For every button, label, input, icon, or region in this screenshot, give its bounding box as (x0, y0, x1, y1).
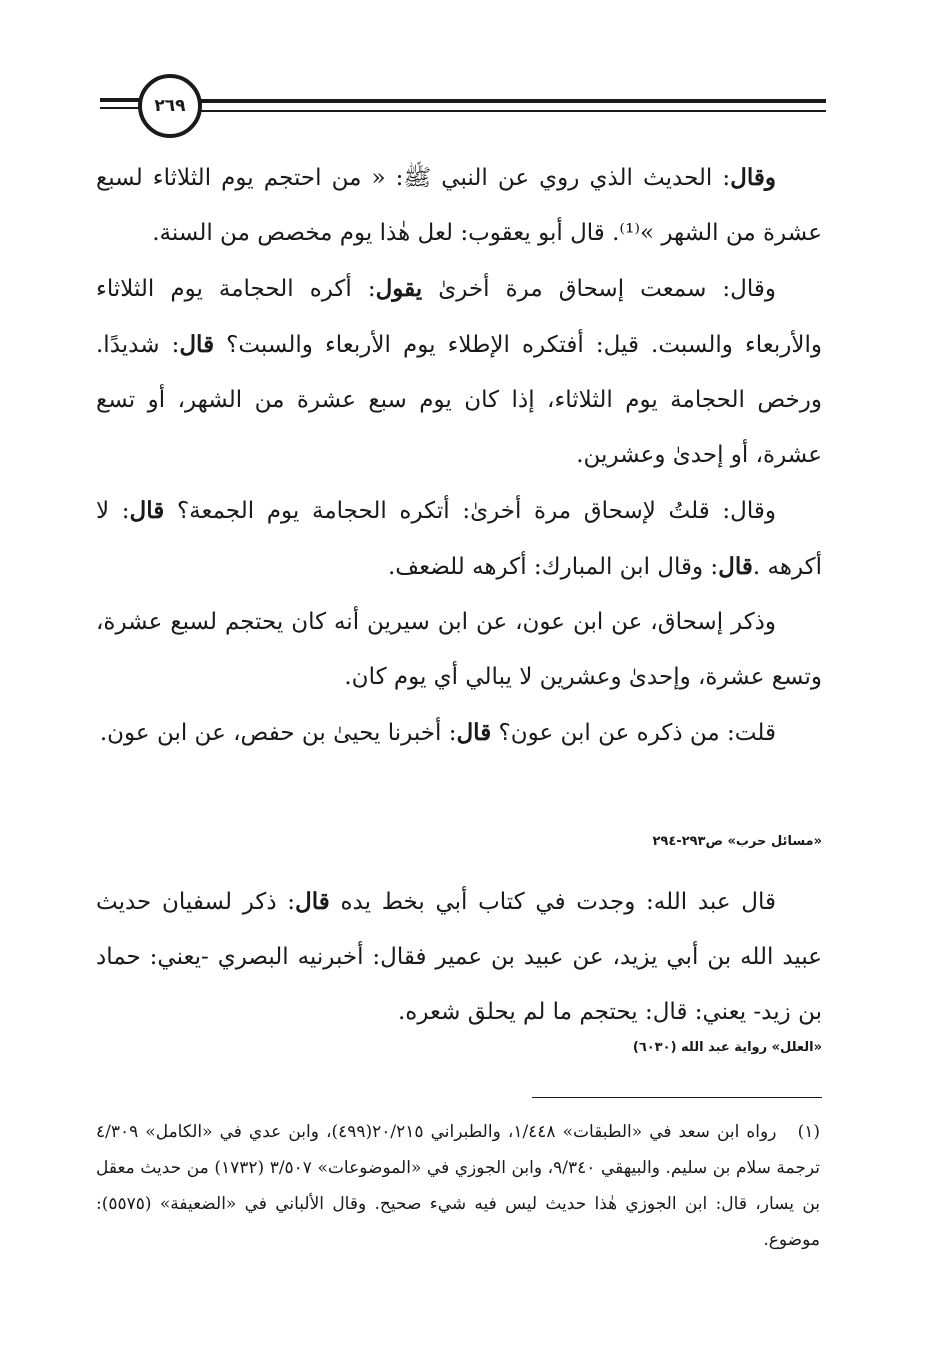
footnote-1 (96, 1114, 820, 1258)
paragraph-6-text-b: : ذكر لسفيان حديث عبيد الله بن أبي يزيد، عن عبيد بن عمير فقال: أخبرنيه البصري -يعني: حماد بن زيد- يعني: قال: يحتجم ما لم يحلق شعره. (96, 889, 822, 1025)
footnote-divider (532, 1097, 822, 1098)
paragraph-3-text-c: : وقال ابن المبارك: أكرهه للضعف. (388, 554, 719, 580)
paragraph-5 (96, 705, 822, 761)
paragraph-2-text-c: : شديدًا. ورخص الحجامة يوم الثلاثاء، إذا كان يوم سبع عشرة من الشهر، أو تسع عشرة، أو إحدىٰ وعشرين. (96, 332, 822, 468)
keyword-qala: وقال (730, 164, 776, 191)
paragraph-1-text: : الحديث الذي روي عن النبي ﷺ: « من احتجم يوم الثلاثاء لسبع عشرة من الشهر »⁽¹⁾. قال أبو يعقوب: لعل هٰذا يوم مخصص من السنة. (96, 165, 822, 246)
paragraph-6-text-a: قال عبد الله: وجدت في كتاب أبي بخط يده (329, 889, 776, 915)
header-rule-right-thin (196, 110, 826, 112)
page-number: ٢٦٩ (138, 74, 202, 138)
paragraph-2-text-a: وقال: سمعت إسحاق مرة أخرىٰ (422, 276, 776, 302)
paragraph-5-text-a: قلت: من ذكره عن ابن عون؟ (491, 720, 776, 746)
keyword-yaqul: يقول (375, 275, 423, 302)
header-rule-right (196, 99, 826, 103)
footnotes (96, 1114, 820, 1258)
header-rule-left (100, 98, 142, 102)
keyword-qala: قال (456, 719, 492, 746)
keyword-qala: قال (129, 497, 165, 524)
header-rule-left-thin (100, 107, 142, 109)
main-text-block-2 (96, 874, 822, 1040)
paragraph-4-text: وذكر إسحاق، عن ابن عون، عن ابن سيرين أنه كان يحتجم لسبع عشرة، وتسع عشرة، وإحدىٰ وعشرين لا يبالي أي يوم كان. (96, 609, 822, 690)
paragraph-5-text-b: : أخبرنا يحيىٰ بن حفص، عن ابن عون. (99, 720, 457, 746)
main-text-block-1 (96, 150, 822, 761)
paragraph-3-text-b: : لا أكرهه . (96, 498, 822, 580)
footnote-text: رواه ابن سعد في «الطبقات» ١/٤٤٨، والطبراني ٢٠/٢١٥(٤٩٩)، وابن عدي في «الكامل» ٤/٣٠٩ ترجمة سلام بن سليم. والبيهقي ٩/٣٤٠، وابن الجوزي في «الموضوعات» ٣/٥٠٧ (١٧٣٢) من حديث معقل بن يسار، قال: ابن الجوزي هٰذا حديث ليس فيه شيء صحيح. وقال الألباني في «الضعيفة» (٥٥٧٥): موضوع. (96, 1122, 820, 1250)
paragraph-6 (96, 874, 822, 1040)
keyword-qala: قال (718, 553, 753, 580)
footnote-marker: (١) (797, 1122, 820, 1142)
paragraph-1 (96, 150, 822, 261)
paragraph-3 (96, 483, 822, 595)
source-citation-2: «العلل» رواية عبد الله (٦٠٣٠) (632, 1040, 822, 1055)
source-citation-1: «مسائل حرب» ص٢٩٣-٢٩٤ (652, 834, 822, 849)
keyword-qala: قال (179, 331, 215, 358)
paragraph-4 (96, 595, 822, 705)
paragraph-3-text-a: وقال: قلتُ لإسحاق مرة أخرىٰ: أتكره الحجامة يوم الجمعة؟ (164, 498, 776, 524)
paragraph-2 (96, 261, 822, 483)
paragraph-2-text-b: : أكره الحجامة يوم الثلاثاء والأربعاء والسبت. قيل: أفتكره الإطلاء يوم الأربعاء والسبت؟ (96, 276, 822, 358)
keyword-qala: قال (295, 888, 330, 915)
